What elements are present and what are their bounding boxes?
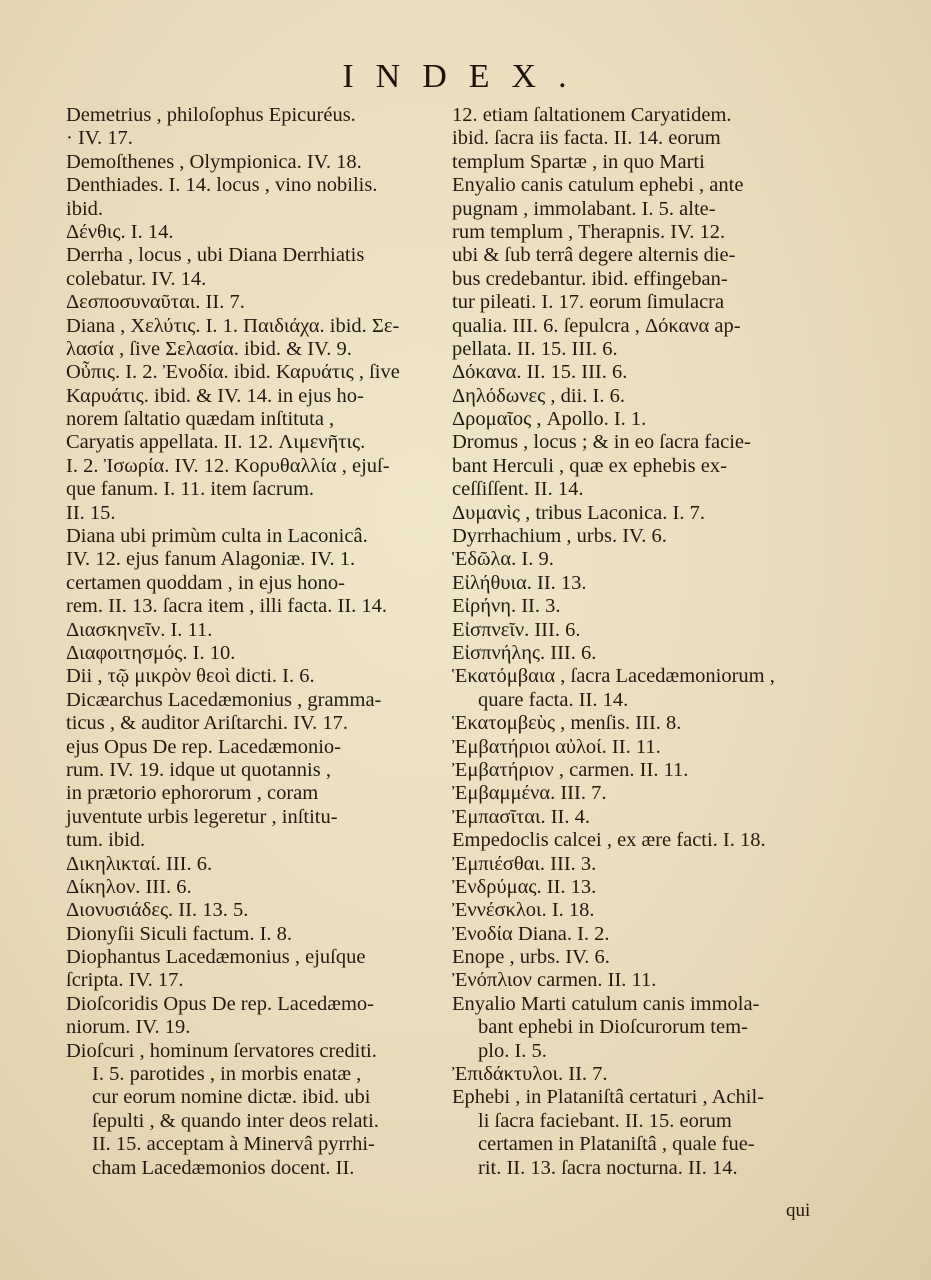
index-entry-line: Ἐνοδία Diana. I. 2.: [452, 922, 610, 945]
index-entry-line: IV. 12. ejus fanum Alagoniæ. IV. 1.: [66, 548, 356, 571]
index-entry-line: Dicæarchus Lacedæmonius , gramma-: [66, 688, 382, 711]
index-entry-line: templum Spartæ , in quo Marti: [452, 150, 705, 173]
index-entry-line: ceſſiſſent. II. 14.: [452, 478, 584, 501]
index-entry-line: Εἰρήνη. II. 3.: [452, 595, 561, 618]
index-entry-line: Δεσποσυναῦται. II. 7.: [66, 291, 245, 314]
index-entry-line: Εἰλήθυια. II. 13.: [452, 571, 587, 594]
index-entry-line: Εἰσπνήλης. III. 6.: [452, 641, 597, 664]
index-entry-line: Dyrrhachium , urbs. IV. 6.: [452, 525, 667, 548]
index-entry-line: rem. II. 13. ſacra item , illi facta. II. 14.: [66, 595, 388, 618]
index-entry-line: Diana , Χελύτις. I. 1. Παιδιάχα. ibid. Σε-: [66, 314, 400, 337]
index-entry-line: II. 15. acceptam à Minervâ pyrrhi-: [92, 1133, 375, 1156]
index-entry-line: Ἐμβαμμένα. III. 7.: [452, 782, 607, 805]
index-entry-line: bant Herculi , quæ ex ephebis ex-: [452, 454, 727, 477]
index-entry-line: Diophantus Lacedæmonius , ejuſque: [66, 946, 366, 969]
index-entry-line: pellata. II. 15. III. 6.: [452, 337, 618, 360]
index-entry-line: Enope , urbs. IV. 6.: [452, 946, 610, 969]
index-entry-line: Empedoclis calcei , ex ære facti. I. 18.: [452, 829, 766, 852]
index-entry-line: Enyalio Marti catulum canis immola-: [452, 992, 760, 1015]
index-entry-line: Demoſthenes , Olympionica. IV. 18.: [66, 150, 362, 173]
index-entry-line: niorum. IV. 19.: [66, 1016, 191, 1039]
index-entry-line: Δίκηλον. III. 6.: [66, 875, 192, 898]
index-entry-line: Δυμανὶς , tribus Laconica. I. 7.: [452, 501, 705, 524]
index-entry-line: Δηλόδωνες , dii. I. 6.: [452, 384, 625, 407]
index-entry-line: ibid.: [66, 197, 104, 220]
index-entry-line: plo. I. 5.: [478, 1039, 547, 1062]
index-entry-line: Ephebi , in Plataniſtâ certaturi , Achil-: [452, 1086, 764, 1109]
index-entry-line: Enyalio canis catulum ephebi , ante: [452, 174, 744, 197]
index-entry-line: Caryatis appellata. II. 12. Λιμενῆτις.: [66, 431, 366, 454]
index-entry-line: Ἐνδρύμας. II. 13.: [452, 875, 597, 898]
index-entry-line: Δρομαῖος , Apollo. I. 1.: [452, 408, 647, 431]
index-entry-line: colebatur. IV. 14.: [66, 267, 207, 290]
index-entry-line: Ἐννέσκλοι. I. 18.: [452, 899, 595, 922]
index-entry-line: Εἰσπνεῖν. III. 6.: [452, 618, 581, 641]
index-entry-line: ticus , & auditor Ariſtarchi. IV. 17.: [66, 712, 349, 735]
index-entry-line: Derrha , locus , ubi Diana Derrhiatis: [66, 244, 365, 267]
index-column-left: [66, 104, 438, 1180]
index-column-right: [452, 104, 824, 1180]
index-entry-line: ſcripta. IV. 17.: [66, 969, 184, 992]
index-entry-line: Ἑδῶλα. I. 9.: [452, 548, 554, 571]
index-entry-line: Δικηλικταί. III. 6.: [66, 852, 213, 875]
index-entry-line: certamen in Plataniſtâ , quale fue-: [478, 1133, 755, 1156]
catchword: qui: [786, 1200, 811, 1221]
index-entry-line: Dioſcoridis Opus De rep. Lacedæmo-: [66, 992, 374, 1015]
index-entry-line: I. 2. Ἰσωρία. IV. 12. Κορυθαλλία , ejuſ-: [66, 454, 390, 477]
index-entry-line: Διασκηνεῖν. I. 11.: [66, 618, 213, 641]
index-entry-line: ejus Opus De rep. Lacedæmonio-: [66, 735, 341, 758]
index-entry-line: Δόκανα. II. 15. III. 6.: [452, 361, 628, 384]
index-entry-line: Dionyſii Siculi factum. I. 8.: [66, 922, 293, 945]
index-entry-line: certamen quoddam , in ejus hono-: [66, 571, 345, 594]
index-entry-line: Ἐμβατήριον , carmen. II. 11.: [452, 758, 689, 781]
index-entry-line: 12. etiam ſaltationem Caryatidem.: [452, 104, 732, 126]
index-entry-line: ibid. ſacra iis facta. II. 14. eorum: [452, 127, 721, 150]
index-entry-line: ubi & ſub terrâ degere alternis die-: [452, 244, 736, 267]
index-entry-line: · IV. 17.: [66, 127, 133, 150]
index-entry-line: qualia. III. 6. ſepulcra , Δόκανα ap-: [452, 314, 741, 337]
index-entry-line: Demetrius , philoſophus Epicuréus.: [66, 104, 356, 126]
index-entry-line: Καρυάτις. ibid. & IV. 14. in ejus ho-: [66, 384, 364, 407]
index-entry-line: in prætorio ephororum , coram: [66, 782, 319, 805]
index-entry-line: Dromus , locus ; & in eo ſacra facie-: [452, 431, 751, 454]
index-entry-line: rum templum , Therapnis. IV. 12.: [452, 220, 726, 243]
index-entry-line: Δένθις. I. 14.: [66, 220, 174, 243]
index-entry-line: Διαφοιτησμός. I. 10.: [66, 641, 236, 664]
index-entry-line: Ἐπιδάκτυλοι. II. 7.: [452, 1063, 608, 1086]
index-entry-line: I. 5. parotides , in morbis enatæ ,: [92, 1063, 362, 1086]
index-entry-line: Diana ubi primùm culta in Laconicâ.: [66, 525, 368, 548]
index-entry-line: Ἐμπιέσθαι. III. 3.: [452, 852, 597, 875]
index-entry-line: Οὖπις. I. 2. Ἐνοδία. ibid. Καρυάτις , ſive: [66, 361, 400, 384]
index-entry-line: Ἑκατομβεὺς , menſis. III. 8.: [452, 712, 682, 735]
index-entry-line: rit. II. 13. ſacra nocturna. II. 14.: [478, 1156, 738, 1179]
index-entry-line: rum. IV. 19. idque ut quotannis ,: [66, 758, 331, 781]
index-entry-line: Ἐνόπλιον carmen. II. 11.: [452, 969, 657, 992]
index-entry-line: norem ſaltatio quædam inſtituta ,: [66, 408, 335, 431]
page-title: INDEX.: [342, 58, 589, 95]
index-entry-line: bus credebantur. ibid. effingeban-: [452, 267, 728, 290]
index-entry-line: ſepulti , & quando inter deos relati.: [92, 1109, 379, 1132]
index-entry-line: cur eorum nomine dictæ. ibid. ubi: [92, 1086, 371, 1109]
index-entry-line: Ἐμβατήριοι αὐλοί. II. 11.: [452, 735, 661, 758]
index-entry-line: Dii , τῷ μικρὸν θεοὶ dicti. I. 6.: [66, 665, 315, 688]
index-entry-line: λασία , ſive Σελασία. ibid. & IV. 9.: [66, 337, 352, 360]
index-entry-line: Dioſcuri , hominum ſervatores crediti.: [66, 1039, 377, 1062]
index-entry-line: bant ephebi in Dioſcurorum tem-: [478, 1016, 748, 1039]
index-entry-line: tum. ibid.: [66, 829, 146, 852]
index-entry-line: juventute urbis legeretur , inſtitu-: [66, 805, 338, 828]
index-entry-line: Ἐμπασῖται. II. 4.: [452, 805, 591, 828]
index-entry-line: que fanum. I. 11. item ſacrum.: [66, 478, 315, 501]
index-entry-line: Ἑκατόμβαια , ſacra Lacedæmoniorum ,: [452, 665, 775, 688]
index-entry-line: tur pileati. I. 17. eorum ſimulacra: [452, 291, 725, 314]
index-entry-line: Denthiades. I. 14. locus , vino nobilis.: [66, 174, 378, 197]
index-entry-line: pugnam , immolabant. I. 5. alte-: [452, 197, 716, 220]
index-entry-line: Διονυσιάδες. II. 13. 5.: [66, 899, 249, 922]
index-entry-line: cham Lacedæmonios docent. II.: [92, 1156, 355, 1179]
index-entry-line: II. 15.: [66, 501, 116, 524]
index-entry-line: li ſacra faciebant. II. 15. eorum: [478, 1109, 732, 1132]
index-entry-line: quare facta. II. 14.: [478, 688, 629, 711]
